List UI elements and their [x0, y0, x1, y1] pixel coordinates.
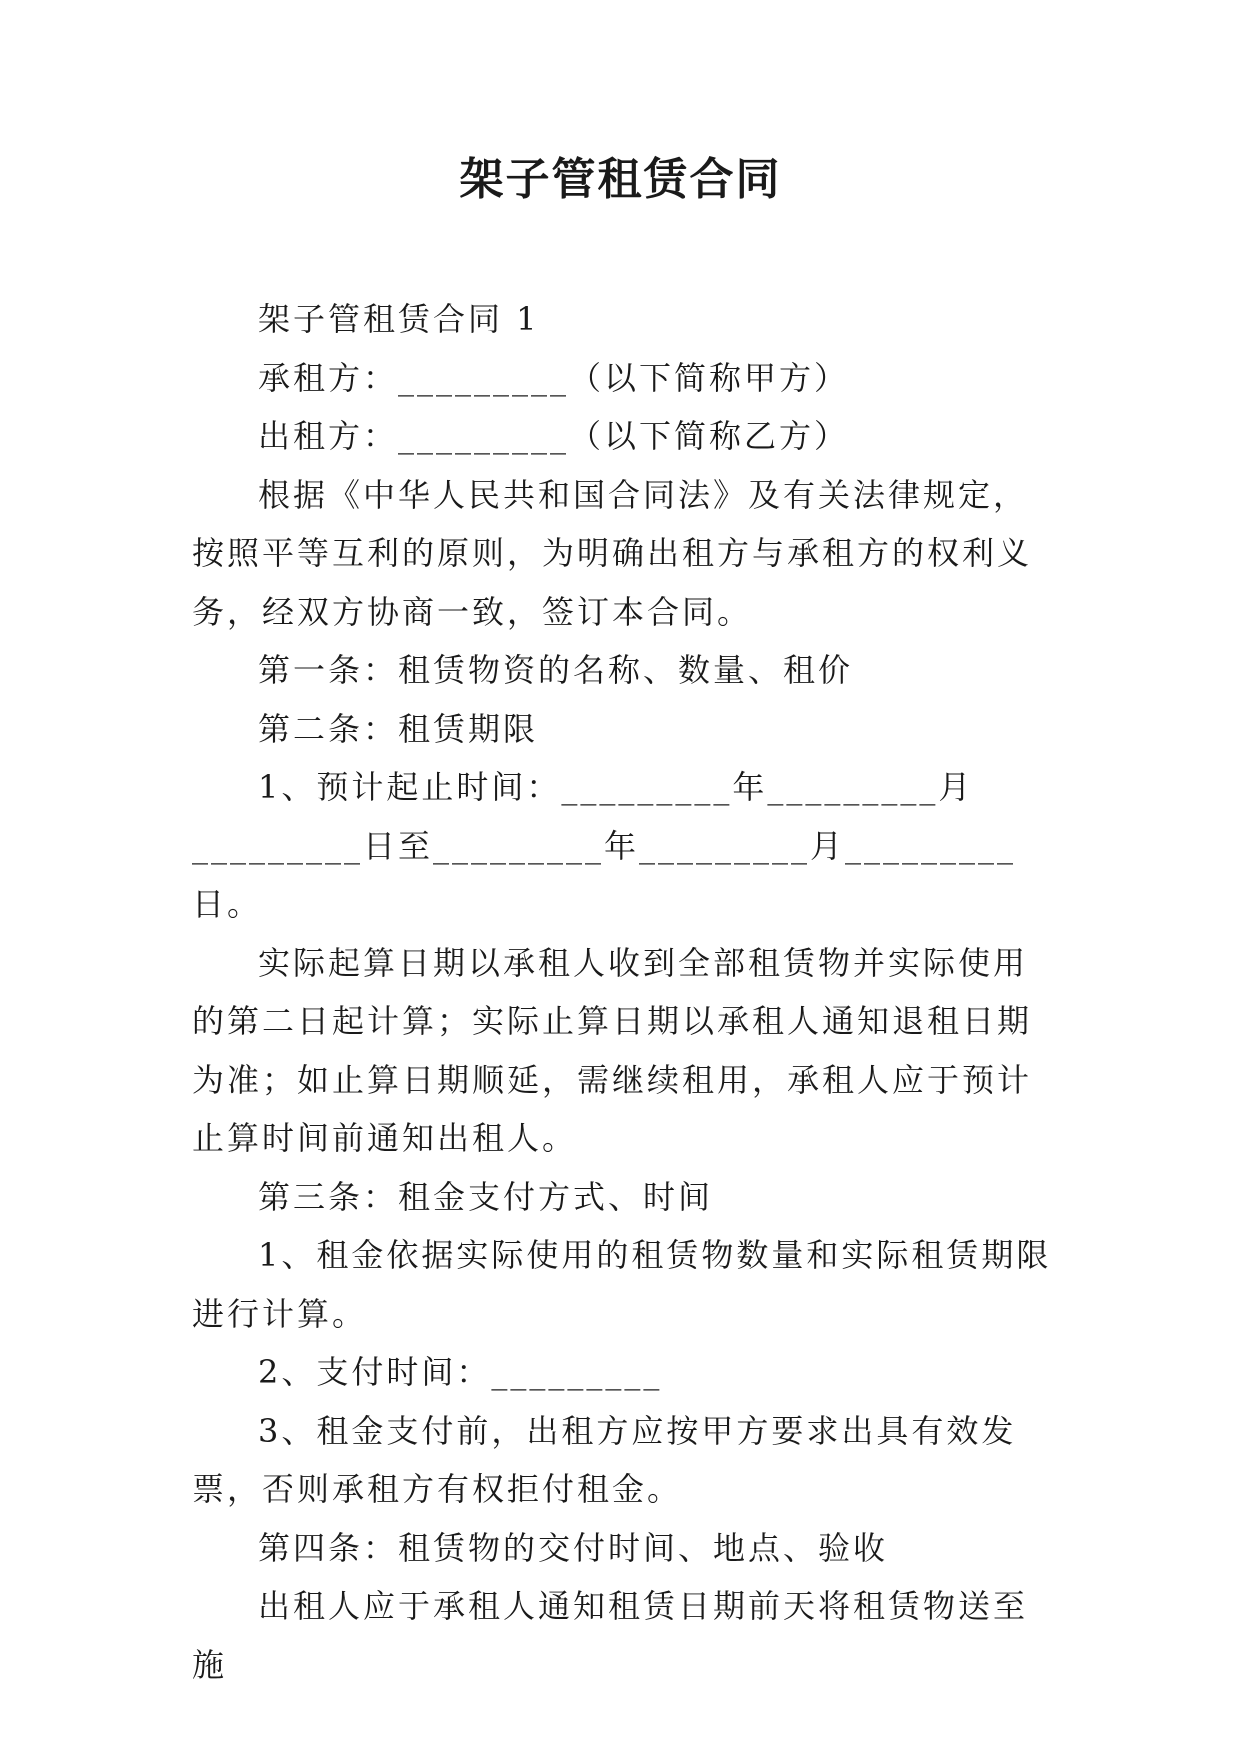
- paragraph-preamble: 根据《中华人民共和国合同法》及有关法律规定，按照平等互利的原则，为明确出租方与承租方的权利义务，经双方协商一致，签订本合同。: [192, 475, 1033, 631]
- document-body: [192, 290, 1060, 1694]
- paragraph-article-3: 第三条：租金支付方式、时间: [258, 1177, 714, 1216]
- paragraph-article-2: 第二条：租赁期限: [258, 709, 539, 748]
- paragraph-lessor: 出租方：_________（以下简称乙方）: [258, 417, 850, 455]
- paragraph-article-3-item-3: 3、租金支付前，出租方应按甲方要求出具有效发票，否则承租方有权拒付租金。: [192, 1411, 1017, 1508]
- paragraph-article-1: 第一条：租赁物资的名称、数量、租价: [258, 651, 854, 689]
- paragraph-article-2-item-1: 1、预计起止时间：_________年_________月_________日至_________年_________月_________日。: [192, 768, 1017, 923]
- paragraph-subtitle: 架子管租赁合同 1: [258, 300, 540, 338]
- paragraph-article-4: 第四条：租赁物的交付时间、地点、验收: [258, 1528, 889, 1567]
- paragraph-article-2-detail: 实际起算日期以承租人收到全部租赁物并实际使用的第二日起计算；实际止算日期以承租人通知退租日期为准；如止算日期顺延，需继续租用，承租人应于预计止算时间前通知出租人。: [192, 943, 1033, 1157]
- paragraph-lessee: 承租方：_________（以下简称甲方）: [258, 358, 850, 397]
- paragraph-article-3-item-1: 1、租金依据实际使用的租赁物数量和实际租赁期限进行计算。: [192, 1236, 1052, 1333]
- paragraph-article-4-detail: 出租人应于承租人通知租赁日期前天将租赁物送至施: [192, 1587, 1029, 1684]
- document-title: 架子管租赁合同: [459, 154, 782, 205]
- paragraph-article-3-item-2: 2、支付时间：_________: [258, 1353, 663, 1391]
